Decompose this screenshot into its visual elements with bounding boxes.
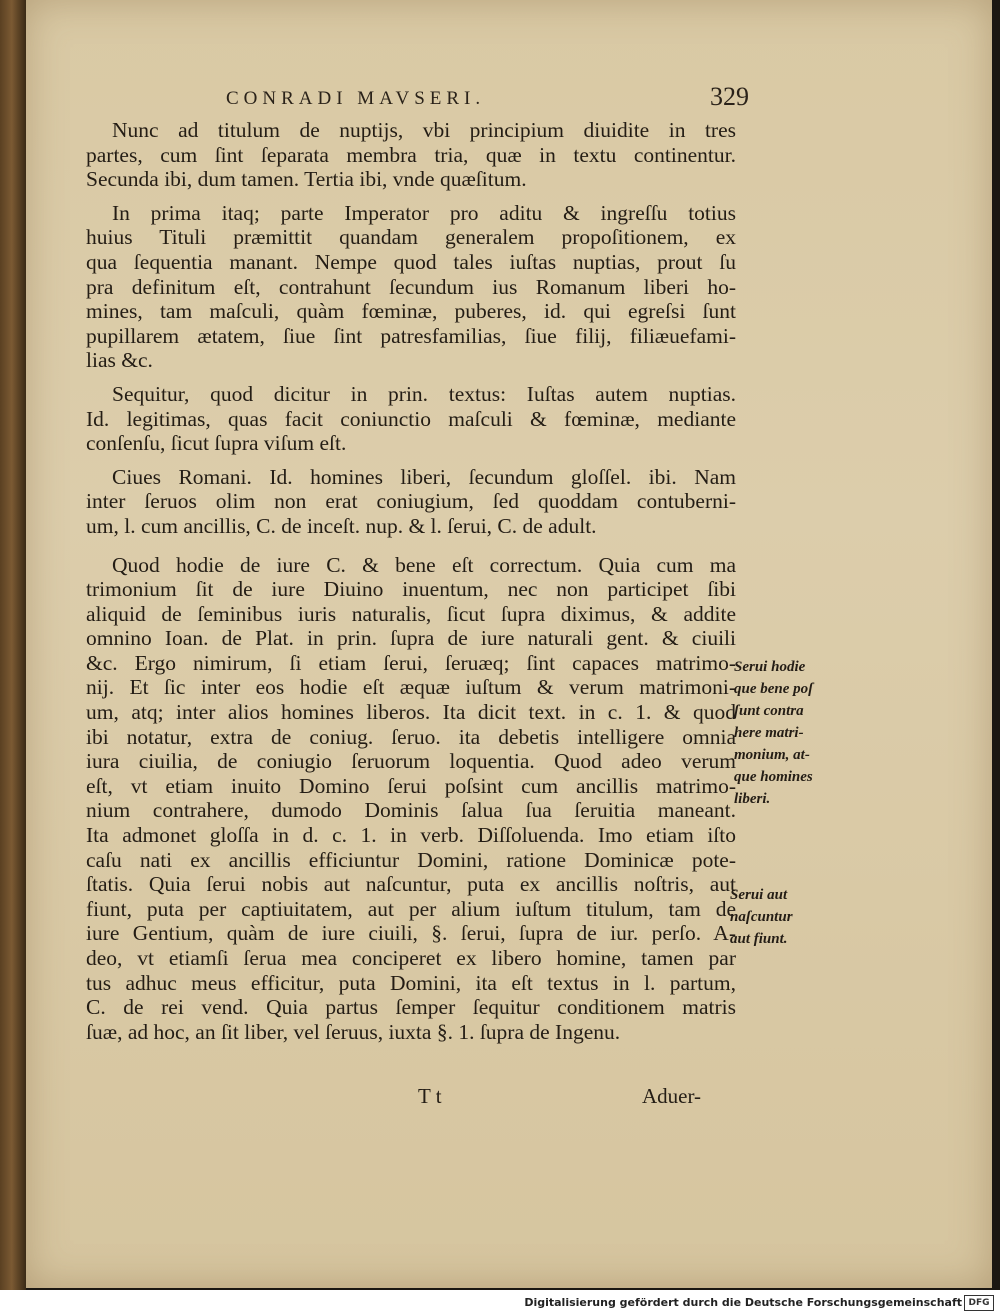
running-title: CONRADI MAVSERI. [226, 88, 486, 109]
text-line: omnino Ioan. de Plat. in prin. ſupra de iure naturali gent. & ciuili [86, 626, 736, 651]
text-line: deo, vt etiamſi ſerua mea conciperet ex libero homine, tamen par [86, 946, 736, 970]
text-line: Secunda ibi, dum tamen. Tertia ibi, vnde quæſitum. [86, 167, 527, 192]
text-line: nij. Et ſic inter eos hodie eſt æquæ iuſtum & verum matrimoni- [86, 675, 736, 700]
text-line: mines, tam maſculi, quàm fœminæ, puberes, id. qui egreſsi ſunt [86, 299, 736, 324]
text-line: trimonium ſit de iure Diuino inuentum, nec non participet ſibi [86, 577, 736, 602]
digitization-credit: Digitalisierung gefördert durch die Deutsche Forschungsgemeinschaft [524, 1296, 962, 1309]
text-line: Id. legitimas, quas facit coniunctio maſculi & fœminæ, mediante [86, 406, 736, 431]
text-line: ſuæ, ad hoc, an ſit liber, vel ſeruus, iuxta §. 1. ſupra de Ingenu. [86, 1019, 621, 1044]
text-line: iure Gentium, quàm de iure ciuili, §. ſerui, ſupra de iur. perſo. A- [86, 921, 736, 946]
catchword: Aduer- [642, 1084, 702, 1108]
text-line: tus adhuc meus efficitur, puta Domini, ita eſt textus in l. partum, [86, 970, 736, 995]
paragraph-4 [86, 465, 736, 539]
text-line: iura ciuilia, de coniugio ſeruorum loquentia. Quod adeo verum [86, 749, 736, 774]
text-line: lias &c. [86, 348, 153, 373]
margin-note-line: que homines [734, 769, 813, 785]
margin-note-line: naſcuntur [730, 909, 793, 925]
paragraph-3 [86, 382, 736, 456]
page-number: 329 [710, 82, 749, 111]
text-line: eſt, vt etiam inuito Domino ſerui poſsint cum ancillis matrimo- [86, 773, 736, 798]
text-line: um, l. cum ancillis, C. de inceſt. nup. & l. ſerui, C. de adult. [86, 513, 597, 538]
paragraph-1 [86, 118, 736, 192]
margin-note-line: aut fiunt. [730, 931, 788, 947]
signature-mark: T t [418, 1084, 442, 1108]
margin-note-line: ſunt contra [734, 703, 804, 719]
text-line: caſu nati ex ancillis efficiuntur Domini, ratione Dominicæ pote- [86, 847, 736, 872]
text-line: inter ſeruos olim non erat coniugium, ſed quoddam contuberni- [86, 489, 736, 514]
text-line: fiunt, puta per captiuitatem, aut per alium iuſtum titulum, tam de [86, 896, 736, 921]
margin-note-line: liberi. [734, 791, 771, 807]
margin-note-line: monium, at- [734, 747, 810, 763]
text-line: aliquid de ſeminibus iuris naturalis, ſicut ſupra diximus, & addite [86, 601, 736, 626]
text-line: pra definitum eſt, contrahunt ſecundum ius Romanum liberi ho- [86, 274, 736, 299]
paragraph-5 [86, 553, 736, 1045]
text-line: huius Tituli præmittit quandam generalem propoſitionem, ex [86, 225, 736, 250]
text-line: Sequitur, quod dicitur in prin. textus: Iuſtas autem nuptias. [112, 381, 736, 406]
text-line: In prima itaq; parte Imperator pro aditu & ingreſſu totius [112, 200, 736, 225]
text-line: um, atq; inter alios homines liberos. Ita dicit text. in c. 1. & quod [86, 700, 736, 725]
margin-note-line: Serui aut [730, 887, 788, 903]
text-line: ibi notatur, extra de coniug. ſeruo. ita debetis intelligere omnia [86, 724, 736, 749]
text-line: pupillarem ætatem, ſiue ſint patresfamilias, ſiue filij, filiæuefami- [86, 323, 736, 348]
book-cover-edge [0, 0, 26, 1290]
text-line: Ita admonet gloſſa in d. c. 1. in verb. Diſſoluenda. Imo etiam iſto [86, 823, 736, 848]
margin-note-line: que bene poſ [734, 681, 814, 697]
margin-note-line: here matri- [734, 725, 804, 741]
text-line: C. de rei vend. Quia partus ſemper ſequitur conditionem matris [86, 995, 736, 1020]
text-line: Ciues Romani. Id. homines liberi, ſecundum gloſſel. ibi. Nam [112, 464, 736, 489]
paragraph-2 [86, 201, 736, 373]
text-line: Quod hodie de iure C. & bene eſt correctum. Quia cum ma [112, 552, 736, 577]
text-line: conſenſu, ſicut ſupra viſum eſt. [86, 431, 347, 456]
margin-note-serui-hodie [734, 656, 854, 810]
text-line: nium contrahere, dumodo Dominis ſalua ſua ſeruitia maneant. [86, 798, 736, 823]
text-line: partes, cum ſint ſeparata membra tria, quæ in textu continentur. [86, 142, 736, 167]
main-text-column [86, 118, 736, 1053]
text-line: qua ſequentia manant. Nempe quod tales iuſtas nuptias, prout ſu [86, 249, 736, 274]
text-line: Nunc ad titulum de nuptijs, vbi principium diuidite in tres [112, 118, 736, 142]
text-line: ſtatis. Quia ſerui nobis aut naſcuntur, puta ex ancillis noſtris, aut [86, 872, 736, 897]
margin-note-serui-aut [730, 884, 850, 950]
dfg-logo: DFG [964, 1295, 994, 1311]
margin-note-line: Serui hodie [734, 659, 806, 675]
text-line: &c. Ergo nimirum, ſi etiam ſerui, ſeruæq; ſint capaces matrimo- [86, 650, 736, 675]
